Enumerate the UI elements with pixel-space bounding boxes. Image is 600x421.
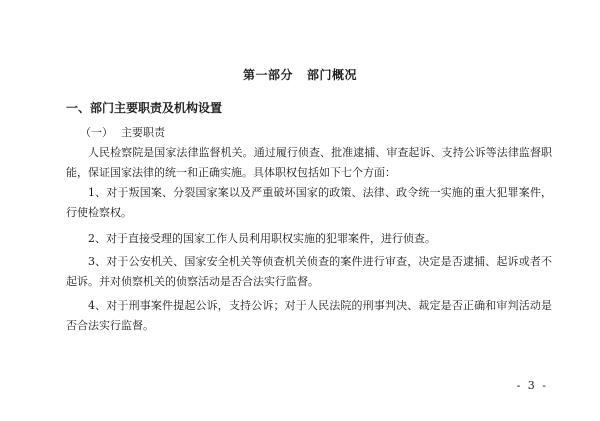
subsection-heading <box>80 124 165 140</box>
page-title <box>0 66 600 83</box>
title-part-name: 部门概况 <box>307 68 358 82</box>
paragraph-item-4: 4、对于刑事案件提起公诉，支持公诉；对于人民法院的刑事判决、裁定是否正确和审判活动是否合法实行监督。 <box>66 299 552 332</box>
title-part-label: 第一部分 <box>242 68 293 82</box>
paragraph-intro: 人民检察院是国家法律监督机关。通过履行侦查、批准逮捕、审查起诉、支持公诉等法律监督职能，保证国家法律的统一和正确实施。具体职权包括如下七个方面： <box>66 146 552 179</box>
page-number: - 3 - <box>516 379 548 392</box>
subsection-title: 主要职责 <box>121 126 165 139</box>
section-heading: 一、部门主要职责及机构设置 <box>66 101 223 115</box>
paragraph-item-2: 2、对于直接受理的国家工作人员利用职权实施的犯罪案件，进行侦查。 <box>88 232 436 245</box>
paragraph-item-1: 1、对于叛国案、分裂国家案以及严重破坏国家的政策、法律、政令统一实施的重大犯罪案件，行使检察权。 <box>66 186 552 219</box>
subsection-number: （一） <box>80 126 113 139</box>
paragraph-item-3: 3、对于公安机关、国家安全机关等侦查机关侦查的案件进行审查，决定是否逮捕、起诉或者不起诉。并对侦察机关的侦察活动是否合法实行监督。 <box>66 255 552 288</box>
